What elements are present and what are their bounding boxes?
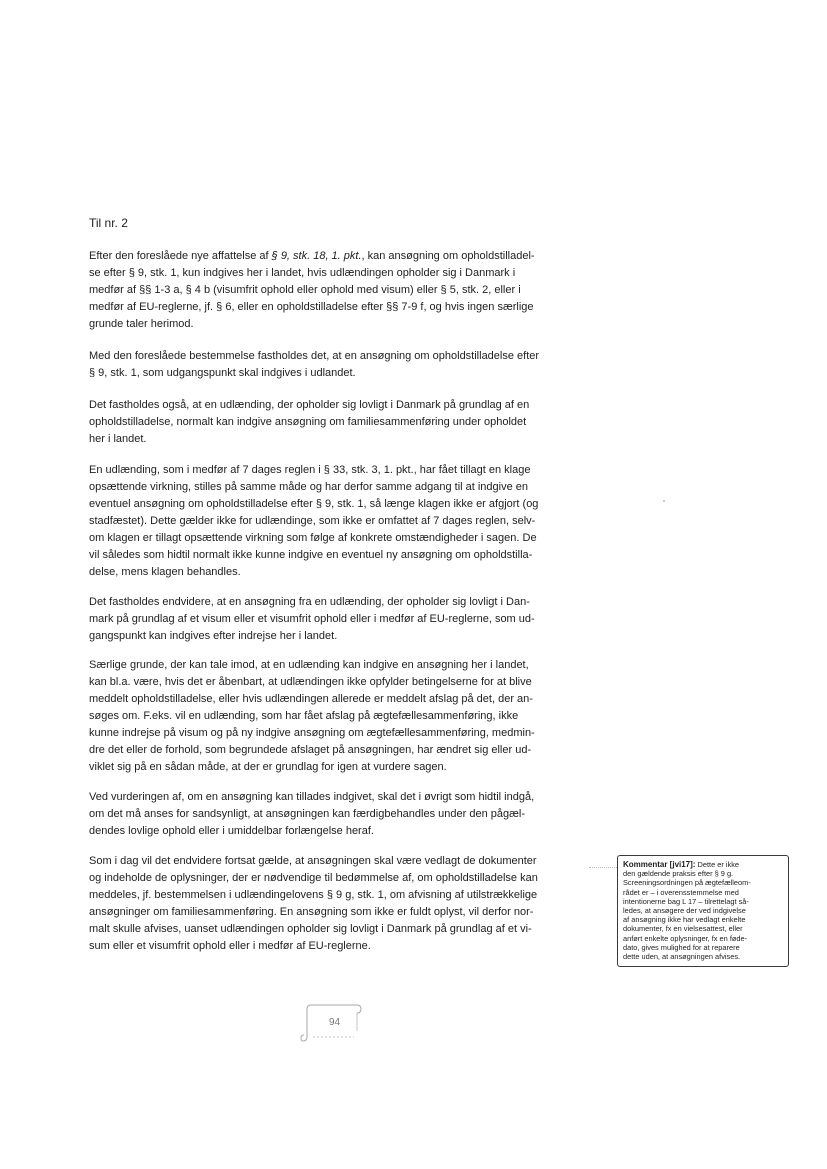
text-line: Som i dag vil det endvidere fortsat gælde, at ansøgningen skal være vedlagt de dokumenter — [89, 855, 537, 867]
paragraph-4 — [89, 462, 589, 581]
text-line: eventuel ansøgning om opholdstilladelse efter § 9, stk. 1, så længe klagen ikke er afgjort (og — [89, 498, 539, 510]
text-line: medfør af §§ 1-3 a, § 4 b (visumfrit ophold eller ophold med visum) eller § 5, stk. 2, eller i — [89, 284, 521, 296]
comment-text: Dette er ikke — [697, 860, 740, 869]
scan-speck — [663, 500, 665, 502]
comment-text: intentionerne bag L 17 – tilrettelagt så- — [623, 896, 749, 906]
comment-text: af ansøgning ikke har vedlagt enkelte — [623, 915, 746, 925]
text-line: mark på grundlag af et visum eller et visumfrit ophold eller i medfør af EU-reglerne, som ud- — [89, 613, 535, 625]
text-line: dendes lovlige ophold eller i umiddelbar forlængelse heraf. — [89, 825, 374, 837]
text-line: malt skulle afvises, uanset udlændingen opholder sig lovligt i Danmark på grundlag af et vi- — [89, 923, 532, 935]
text-line: Efter den foreslåede nye affattelse af § 9, stk. 18, 1. pkt., kan ansøgning om opholdstilladel- — [89, 250, 535, 262]
comment-text: dokumenter, fx en vielsesattest, eller — [623, 924, 743, 934]
text-line: En udlænding, som i medfør af 7 dages reglen i § 33, stk. 3, 1. pkt., har fået tillagt en klage — [89, 464, 531, 476]
text-line: § 9, stk. 1, som udgangspunkt skal indgives i udlandet. — [89, 367, 356, 379]
text-line: opsættende virkning, stilles på samme måde og har derfor samme adgang til at indgive en — [89, 481, 529, 493]
comment-text: rådet er – i overensstemmelse med — [623, 887, 739, 897]
text-line: gangspunkt kan indgives efter indrejse her i landet. — [89, 630, 338, 642]
paragraph-5 — [89, 594, 589, 645]
text-line: Det fastholdes også, at en udlænding, der opholder sig lovligt i Danmark på grundlag af en — [89, 399, 530, 411]
text-line: opholdstilladelse, normalt kan indgive ansøgning om familiesammenføring under opholdet — [89, 416, 527, 428]
section-heading: Til nr. 2 — [89, 216, 128, 230]
text-line: grunde taler herimod. — [89, 318, 194, 330]
text-line: kan bl.a. være, hvis det er åbenbart, at udlændingen ikke opfylder betingelserne for at blive — [89, 676, 532, 688]
text-line: stadfæstet). Dette gælder ikke for udlændinge, som ikke er omfattet af 7 dages reglen, selv- — [89, 515, 536, 527]
paragraph-6 — [89, 657, 589, 776]
comment-first-line — [623, 860, 783, 869]
text-line: om klagen er tillagt opsættende virkning som følge af konkrete omstændigheder i sagen. De — [89, 532, 537, 544]
text-line: kunne indrejse på visum og på ny indgive ansøgning om ægtefællesammenføring, medmin- — [89, 727, 535, 739]
text-line: medfør af EU-reglerne, jf. § 6, eller en opholdstilladelse efter §§ 7-9 f, og hvis ingen særlige — [89, 301, 534, 313]
comment-text: anført enkelte oplysninger, fx en føde- — [623, 933, 748, 943]
comment-text: dette uden, at ansøgningen afvises. — [623, 952, 741, 962]
text-line: ansøgninger om familiesammenføring. En ansøgning som ikke er fuldt oplyst, vil derfor nor- — [89, 906, 534, 918]
text-line: dre det eller de forhold, som begrundede afslaget på ansøgningen, har ændret sig eller ud- — [89, 744, 532, 756]
text-line: se efter § 9, stk. 1, kun indgives her i landet, hvis udlændingen opholder sig i Danmark i — [89, 267, 516, 279]
text-line: meddeles, jf. bestemmelsen i udlændingelovens § 9 g, stk. 1, om afvisning af utilstrækkelige — [89, 889, 538, 901]
text-line: Det fastholdes endvidere, at en ansøgning fra en udlænding, der opholder sig lovligt i Dan- — [89, 596, 530, 608]
text-line: viklet sig på en sådan måde, at der er grundlag for igen at vurdere sagen. — [89, 761, 447, 773]
text-line: meddelt opholdstilladelse, eller hvis udlændingen allerede er meddelt afslag på det, der an- — [89, 693, 533, 705]
text-line: og indeholde de oplysninger, der er nødvendige til bedømmelse af, om opholdstilladelse kan — [89, 872, 538, 884]
comment-balloon[interactable] — [617, 855, 789, 967]
text-line: søges om. F.eks. vil en udlænding, som har fået afslag på ægtefællesammenføring, ikke — [89, 710, 519, 722]
comment-text: ledes, at ansøgere der ved indgivelse — [623, 906, 746, 916]
text-line: Særlige grunde, der kan tale imod, at en udlænding kan indgive en ansøgning her i landet, — [89, 659, 529, 671]
text-line: Ved vurderingen af, om en ansøgning kan tillades indgivet, skal det i øvrigt som hidtil indgå, — [89, 791, 535, 803]
paragraph-3 — [89, 397, 589, 448]
comment-connector — [589, 867, 617, 869]
paragraph-7 — [89, 789, 589, 840]
comment-text: den gældende praksis efter § 9 g. — [623, 869, 734, 879]
paragraph-8 — [89, 853, 589, 955]
text-line: sum eller et visumfrit ophold eller i medfør af EU-reglerne. — [89, 940, 371, 952]
text-line: delse, mens klagen behandles. — [89, 566, 241, 578]
comment-text: Screeningsordningen på ægtefælleom- — [623, 878, 751, 888]
comment-text: dato, gives mulighed for at reparere — [623, 942, 740, 952]
paragraph-1 — [89, 248, 589, 333]
comment-label: Kommentar [jvi17]: — [623, 860, 696, 869]
text-line: om det må anses for sandsynligt, at ansøgningen kan færdigbehandles under den pågæl- — [89, 808, 525, 820]
text-line: vil således som hidtil normalt ikke kunne indgive en eventuel ny ansøgning om opholdstilla- — [89, 549, 533, 561]
text-line: Med den foreslåede bestemmelse fastholdes det, at en ansøgning om opholdstilladelse efter — [89, 350, 540, 362]
paragraph-2 — [89, 348, 589, 382]
page-number: 94 — [329, 1017, 341, 1028]
text-line: her i landet. — [89, 433, 147, 445]
